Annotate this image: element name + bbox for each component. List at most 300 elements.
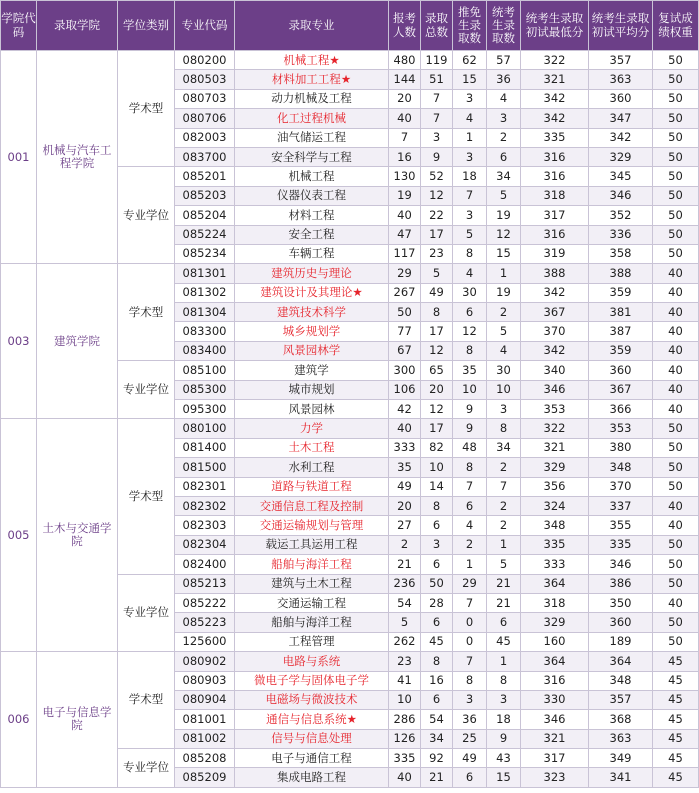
header-degree-type: 学位类别 bbox=[118, 1, 175, 51]
exam-admitted: 2 bbox=[487, 303, 521, 322]
avg-score: 189 bbox=[589, 632, 653, 651]
avg-score: 348 bbox=[589, 671, 653, 690]
total-admitted: 5 bbox=[421, 264, 453, 283]
recommended: 6 bbox=[453, 768, 487, 787]
major-code: 082302 bbox=[175, 496, 235, 515]
major-name: 化工过程机械 bbox=[235, 109, 389, 128]
retest-weight: 45 bbox=[653, 749, 699, 768]
college-name: 电子与信息学院 bbox=[37, 652, 118, 788]
total-admitted: 52 bbox=[421, 167, 453, 186]
exam-admitted: 2 bbox=[487, 128, 521, 147]
major-code: 082400 bbox=[175, 555, 235, 574]
min-score: 317 bbox=[521, 206, 589, 225]
header-total-admitted: 录取总数 bbox=[421, 1, 453, 51]
avg-score: 342 bbox=[589, 128, 653, 147]
recommended: 7 bbox=[453, 186, 487, 205]
applicants: 335 bbox=[389, 749, 421, 768]
exam-admitted: 57 bbox=[487, 51, 521, 70]
recommended: 7 bbox=[453, 477, 487, 496]
total-admitted: 3 bbox=[421, 535, 453, 554]
exam-admitted: 30 bbox=[487, 361, 521, 380]
retest-weight: 40 bbox=[653, 303, 699, 322]
exam-admitted: 19 bbox=[487, 283, 521, 302]
avg-score: 388 bbox=[589, 264, 653, 283]
min-score: 342 bbox=[521, 341, 589, 360]
table-row bbox=[1, 264, 699, 283]
major-name: 交通信息工程及控制 bbox=[235, 496, 389, 515]
major-name: 建筑学 bbox=[235, 361, 389, 380]
exam-admitted: 43 bbox=[487, 749, 521, 768]
major-name: 建筑与土木工程 bbox=[235, 574, 389, 593]
major-code: 081302 bbox=[175, 283, 235, 302]
major-code: 085223 bbox=[175, 613, 235, 632]
major-code: 095300 bbox=[175, 400, 235, 419]
avg-score: 355 bbox=[589, 516, 653, 535]
exam-admitted: 3 bbox=[487, 400, 521, 419]
applicants: 286 bbox=[389, 710, 421, 729]
major-code: 085201 bbox=[175, 167, 235, 186]
major-code: 080902 bbox=[175, 652, 235, 671]
applicants: 50 bbox=[389, 303, 421, 322]
college-name: 机械与汽车工程学院 bbox=[37, 51, 118, 264]
retest-weight: 40 bbox=[653, 593, 699, 612]
major-name: 工程管理 bbox=[235, 632, 389, 651]
retest-weight: 50 bbox=[653, 109, 699, 128]
recommended: 6 bbox=[453, 303, 487, 322]
recommended: 7 bbox=[453, 652, 487, 671]
major-name: 安全工程 bbox=[235, 225, 389, 244]
avg-score: 360 bbox=[589, 361, 653, 380]
recommended: 12 bbox=[453, 322, 487, 341]
exam-admitted: 6 bbox=[487, 613, 521, 632]
min-score: 335 bbox=[521, 128, 589, 147]
avg-score: 337 bbox=[589, 496, 653, 515]
min-score: 316 bbox=[521, 167, 589, 186]
recommended: 18 bbox=[453, 167, 487, 186]
degree-type: 学术型 bbox=[118, 264, 175, 361]
major-name: 船舶与海洋工程 bbox=[235, 613, 389, 632]
total-admitted: 17 bbox=[421, 322, 453, 341]
college-code: 006 bbox=[1, 652, 37, 788]
major-name: 水利工程 bbox=[235, 458, 389, 477]
total-admitted: 7 bbox=[421, 89, 453, 108]
retest-weight: 50 bbox=[653, 147, 699, 166]
retest-weight: 40 bbox=[653, 264, 699, 283]
min-score: 316 bbox=[521, 671, 589, 690]
applicants: 40 bbox=[389, 768, 421, 787]
applicants: 67 bbox=[389, 341, 421, 360]
major-code: 082303 bbox=[175, 516, 235, 535]
major-code: 083700 bbox=[175, 147, 235, 166]
major-name: 仪器仪表工程 bbox=[235, 186, 389, 205]
exam-admitted: 4 bbox=[487, 341, 521, 360]
avg-score: 364 bbox=[589, 652, 653, 671]
total-admitted: 6 bbox=[421, 613, 453, 632]
total-admitted: 8 bbox=[421, 652, 453, 671]
retest-weight: 40 bbox=[653, 380, 699, 399]
header-exam-admitted: 统考生录取数 bbox=[487, 1, 521, 51]
retest-weight: 50 bbox=[653, 458, 699, 477]
avg-score: 346 bbox=[589, 186, 653, 205]
applicants: 42 bbox=[389, 400, 421, 419]
major-name: 建筑历史与理论 bbox=[235, 264, 389, 283]
min-score: 364 bbox=[521, 652, 589, 671]
major-code: 085100 bbox=[175, 361, 235, 380]
min-score: 321 bbox=[521, 729, 589, 748]
exam-admitted: 3 bbox=[487, 109, 521, 128]
min-score: 346 bbox=[521, 380, 589, 399]
retest-weight: 50 bbox=[653, 477, 699, 496]
major-code: 081002 bbox=[175, 729, 235, 748]
exam-admitted: 6 bbox=[487, 147, 521, 166]
retest-weight: 50 bbox=[653, 613, 699, 632]
retest-weight: 50 bbox=[653, 186, 699, 205]
major-name: 力学 bbox=[235, 419, 389, 438]
college-name: 土木与交通学院 bbox=[37, 419, 118, 652]
avg-score: 359 bbox=[589, 283, 653, 302]
applicants: 54 bbox=[389, 593, 421, 612]
degree-type: 学术型 bbox=[118, 419, 175, 574]
exam-admitted: 18 bbox=[487, 710, 521, 729]
retest-weight: 50 bbox=[653, 89, 699, 108]
major-code: 080706 bbox=[175, 109, 235, 128]
applicants: 27 bbox=[389, 516, 421, 535]
total-admitted: 92 bbox=[421, 749, 453, 768]
min-score: 364 bbox=[521, 574, 589, 593]
major-name: 交通运输规划与管理 bbox=[235, 516, 389, 535]
min-score: 353 bbox=[521, 400, 589, 419]
major-code: 085234 bbox=[175, 244, 235, 263]
recommended: 3 bbox=[453, 206, 487, 225]
recommended: 4 bbox=[453, 109, 487, 128]
major-code: 080100 bbox=[175, 419, 235, 438]
min-score: 348 bbox=[521, 516, 589, 535]
min-score: 342 bbox=[521, 283, 589, 302]
table-row bbox=[1, 652, 699, 671]
applicants: 41 bbox=[389, 671, 421, 690]
recommended: 0 bbox=[453, 632, 487, 651]
table-body bbox=[1, 51, 699, 788]
major-code: 082003 bbox=[175, 128, 235, 147]
exam-admitted: 2 bbox=[487, 496, 521, 515]
avg-score: 347 bbox=[589, 109, 653, 128]
retest-weight: 50 bbox=[653, 555, 699, 574]
min-score: 330 bbox=[521, 690, 589, 709]
major-code: 080200 bbox=[175, 51, 235, 70]
recommended: 4 bbox=[453, 264, 487, 283]
applicants: 49 bbox=[389, 477, 421, 496]
major-code: 081001 bbox=[175, 710, 235, 729]
total-admitted: 17 bbox=[421, 225, 453, 244]
major-code: 085208 bbox=[175, 749, 235, 768]
major-code: 083300 bbox=[175, 322, 235, 341]
major-name: 机械工程★ bbox=[235, 51, 389, 70]
min-score: 319 bbox=[521, 244, 589, 263]
major-name: 风景园林学 bbox=[235, 341, 389, 360]
retest-weight: 45 bbox=[653, 690, 699, 709]
major-code: 082301 bbox=[175, 477, 235, 496]
exam-admitted: 10 bbox=[487, 380, 521, 399]
min-score: 318 bbox=[521, 593, 589, 612]
avg-score: 348 bbox=[589, 458, 653, 477]
min-score: 160 bbox=[521, 632, 589, 651]
retest-weight: 45 bbox=[653, 652, 699, 671]
applicants: 2 bbox=[389, 535, 421, 554]
applicants: 47 bbox=[389, 225, 421, 244]
college-code: 005 bbox=[1, 419, 37, 652]
min-score: 342 bbox=[521, 89, 589, 108]
min-score: 370 bbox=[521, 322, 589, 341]
min-score: 335 bbox=[521, 535, 589, 554]
avg-score: 345 bbox=[589, 167, 653, 186]
exam-admitted: 4 bbox=[487, 89, 521, 108]
total-admitted: 23 bbox=[421, 244, 453, 263]
major-code: 085203 bbox=[175, 186, 235, 205]
min-score: 346 bbox=[521, 710, 589, 729]
avg-score: 341 bbox=[589, 768, 653, 787]
major-code: 085224 bbox=[175, 225, 235, 244]
min-score: 324 bbox=[521, 496, 589, 515]
college-code: 003 bbox=[1, 264, 37, 419]
min-score: 321 bbox=[521, 70, 589, 89]
recommended: 62 bbox=[453, 51, 487, 70]
degree-type: 专业学位 bbox=[118, 167, 175, 264]
exam-admitted: 12 bbox=[487, 225, 521, 244]
major-code: 081500 bbox=[175, 458, 235, 477]
min-score: 367 bbox=[521, 303, 589, 322]
applicants: 7 bbox=[389, 128, 421, 147]
avg-score: 366 bbox=[589, 400, 653, 419]
header-avg-score: 统考生录取初试平均分 bbox=[589, 1, 653, 51]
major-code: 080904 bbox=[175, 690, 235, 709]
retest-weight: 50 bbox=[653, 128, 699, 147]
total-admitted: 12 bbox=[421, 400, 453, 419]
applicants: 480 bbox=[389, 51, 421, 70]
avg-score: 386 bbox=[589, 574, 653, 593]
retest-weight: 40 bbox=[653, 400, 699, 419]
total-admitted: 54 bbox=[421, 710, 453, 729]
table-row bbox=[1, 419, 699, 438]
major-name: 建筑技术科学 bbox=[235, 303, 389, 322]
header-major: 录取专业 bbox=[235, 1, 389, 51]
applicants: 117 bbox=[389, 244, 421, 263]
min-score: 342 bbox=[521, 109, 589, 128]
avg-score: 336 bbox=[589, 225, 653, 244]
applicants: 10 bbox=[389, 690, 421, 709]
recommended: 7 bbox=[453, 593, 487, 612]
header-retest-weight: 复试成绩权重 bbox=[653, 1, 699, 51]
applicants: 130 bbox=[389, 167, 421, 186]
retest-weight: 50 bbox=[653, 438, 699, 457]
major-name: 风景园林 bbox=[235, 400, 389, 419]
applicants: 21 bbox=[389, 555, 421, 574]
major-code: 085209 bbox=[175, 768, 235, 787]
exam-admitted: 2 bbox=[487, 516, 521, 535]
retest-weight: 50 bbox=[653, 419, 699, 438]
avg-score: 360 bbox=[589, 89, 653, 108]
retest-weight: 50 bbox=[653, 167, 699, 186]
total-admitted: 3 bbox=[421, 128, 453, 147]
retest-weight: 50 bbox=[653, 574, 699, 593]
avg-score: 370 bbox=[589, 477, 653, 496]
exam-admitted: 21 bbox=[487, 593, 521, 612]
major-code: 081304 bbox=[175, 303, 235, 322]
avg-score: 358 bbox=[589, 244, 653, 263]
min-score: 323 bbox=[521, 768, 589, 787]
college-name: 建筑学院 bbox=[37, 264, 118, 419]
exam-admitted: 45 bbox=[487, 632, 521, 651]
total-admitted: 14 bbox=[421, 477, 453, 496]
exam-admitted: 34 bbox=[487, 167, 521, 186]
exam-admitted: 2 bbox=[487, 458, 521, 477]
major-name: 车辆工程 bbox=[235, 244, 389, 263]
recommended: 8 bbox=[453, 458, 487, 477]
total-admitted: 17 bbox=[421, 419, 453, 438]
recommended: 6 bbox=[453, 496, 487, 515]
major-code: 080703 bbox=[175, 89, 235, 108]
major-name: 电子与通信工程 bbox=[235, 749, 389, 768]
min-score: 317 bbox=[521, 749, 589, 768]
total-admitted: 51 bbox=[421, 70, 453, 89]
header-college-code: 学院代码 bbox=[1, 1, 37, 51]
applicants: 5 bbox=[389, 613, 421, 632]
retest-weight: 40 bbox=[653, 496, 699, 515]
major-code: 085204 bbox=[175, 206, 235, 225]
retest-weight: 50 bbox=[653, 51, 699, 70]
major-code: 081301 bbox=[175, 264, 235, 283]
min-score: 329 bbox=[521, 613, 589, 632]
avg-score: 368 bbox=[589, 710, 653, 729]
total-admitted: 8 bbox=[421, 496, 453, 515]
recommended: 3 bbox=[453, 690, 487, 709]
applicants: 19 bbox=[389, 186, 421, 205]
retest-weight: 40 bbox=[653, 341, 699, 360]
min-score: 322 bbox=[521, 51, 589, 70]
applicants: 20 bbox=[389, 89, 421, 108]
major-code: 080903 bbox=[175, 671, 235, 690]
applicants: 144 bbox=[389, 70, 421, 89]
avg-score: 360 bbox=[589, 613, 653, 632]
avg-score: 349 bbox=[589, 749, 653, 768]
applicants: 236 bbox=[389, 574, 421, 593]
applicants: 23 bbox=[389, 652, 421, 671]
recommended: 25 bbox=[453, 729, 487, 748]
degree-type: 学术型 bbox=[118, 652, 175, 749]
header-applicants: 报考人数 bbox=[389, 1, 421, 51]
college-code: 001 bbox=[1, 51, 37, 264]
avg-score: 357 bbox=[589, 51, 653, 70]
retest-weight: 50 bbox=[653, 225, 699, 244]
major-name: 安全科学与工程 bbox=[235, 147, 389, 166]
total-admitted: 6 bbox=[421, 516, 453, 535]
total-admitted: 12 bbox=[421, 186, 453, 205]
major-code: 081400 bbox=[175, 438, 235, 457]
recommended: 36 bbox=[453, 710, 487, 729]
retest-weight: 50 bbox=[653, 632, 699, 651]
total-admitted: 82 bbox=[421, 438, 453, 457]
total-admitted: 8 bbox=[421, 303, 453, 322]
degree-type: 专业学位 bbox=[118, 361, 175, 419]
recommended: 0 bbox=[453, 613, 487, 632]
total-admitted: 49 bbox=[421, 283, 453, 302]
major-name: 材料加工工程★ bbox=[235, 70, 389, 89]
retest-weight: 50 bbox=[653, 206, 699, 225]
avg-score: 367 bbox=[589, 380, 653, 399]
applicants: 300 bbox=[389, 361, 421, 380]
retest-weight: 45 bbox=[653, 710, 699, 729]
applicants: 262 bbox=[389, 632, 421, 651]
recommended: 49 bbox=[453, 749, 487, 768]
applicants: 77 bbox=[389, 322, 421, 341]
recommended: 8 bbox=[453, 341, 487, 360]
retest-weight: 40 bbox=[653, 283, 699, 302]
total-admitted: 6 bbox=[421, 690, 453, 709]
major-name: 油气储运工程 bbox=[235, 128, 389, 147]
avg-score: 359 bbox=[589, 341, 653, 360]
total-admitted: 21 bbox=[421, 768, 453, 787]
applicants: 16 bbox=[389, 147, 421, 166]
total-admitted: 45 bbox=[421, 632, 453, 651]
exam-admitted: 15 bbox=[487, 768, 521, 787]
applicants: 267 bbox=[389, 283, 421, 302]
avg-score: 335 bbox=[589, 535, 653, 554]
avg-score: 357 bbox=[589, 690, 653, 709]
header-row bbox=[1, 1, 699, 51]
total-admitted: 50 bbox=[421, 574, 453, 593]
avg-score: 352 bbox=[589, 206, 653, 225]
exam-admitted: 36 bbox=[487, 70, 521, 89]
recommended: 10 bbox=[453, 380, 487, 399]
exam-admitted: 3 bbox=[487, 690, 521, 709]
recommended: 29 bbox=[453, 574, 487, 593]
header-college: 录取学院 bbox=[37, 1, 118, 51]
min-score: 333 bbox=[521, 555, 589, 574]
applicants: 126 bbox=[389, 729, 421, 748]
degree-type: 学术型 bbox=[118, 51, 175, 167]
min-score: 388 bbox=[521, 264, 589, 283]
avg-score: 350 bbox=[589, 593, 653, 612]
recommended: 8 bbox=[453, 671, 487, 690]
exam-admitted: 8 bbox=[487, 419, 521, 438]
exam-admitted: 19 bbox=[487, 206, 521, 225]
avg-score: 387 bbox=[589, 322, 653, 341]
retest-weight: 45 bbox=[653, 729, 699, 748]
degree-type: 专业学位 bbox=[118, 574, 175, 652]
major-name: 城市规划 bbox=[235, 380, 389, 399]
applicants: 29 bbox=[389, 264, 421, 283]
total-admitted: 119 bbox=[421, 51, 453, 70]
applicants: 40 bbox=[389, 109, 421, 128]
recommended: 1 bbox=[453, 128, 487, 147]
recommended: 3 bbox=[453, 147, 487, 166]
recommended: 4 bbox=[453, 516, 487, 535]
avg-score: 381 bbox=[589, 303, 653, 322]
major-name: 城乡规划学 bbox=[235, 322, 389, 341]
recommended: 9 bbox=[453, 400, 487, 419]
major-code: 085300 bbox=[175, 380, 235, 399]
applicants: 106 bbox=[389, 380, 421, 399]
exam-admitted: 9 bbox=[487, 729, 521, 748]
major-code: 085222 bbox=[175, 593, 235, 612]
applicants: 20 bbox=[389, 496, 421, 515]
recommended: 30 bbox=[453, 283, 487, 302]
min-score: 316 bbox=[521, 225, 589, 244]
min-score: 318 bbox=[521, 186, 589, 205]
avg-score: 380 bbox=[589, 438, 653, 457]
degree-type: 专业学位 bbox=[118, 749, 175, 788]
total-admitted: 9 bbox=[421, 147, 453, 166]
total-admitted: 7 bbox=[421, 109, 453, 128]
